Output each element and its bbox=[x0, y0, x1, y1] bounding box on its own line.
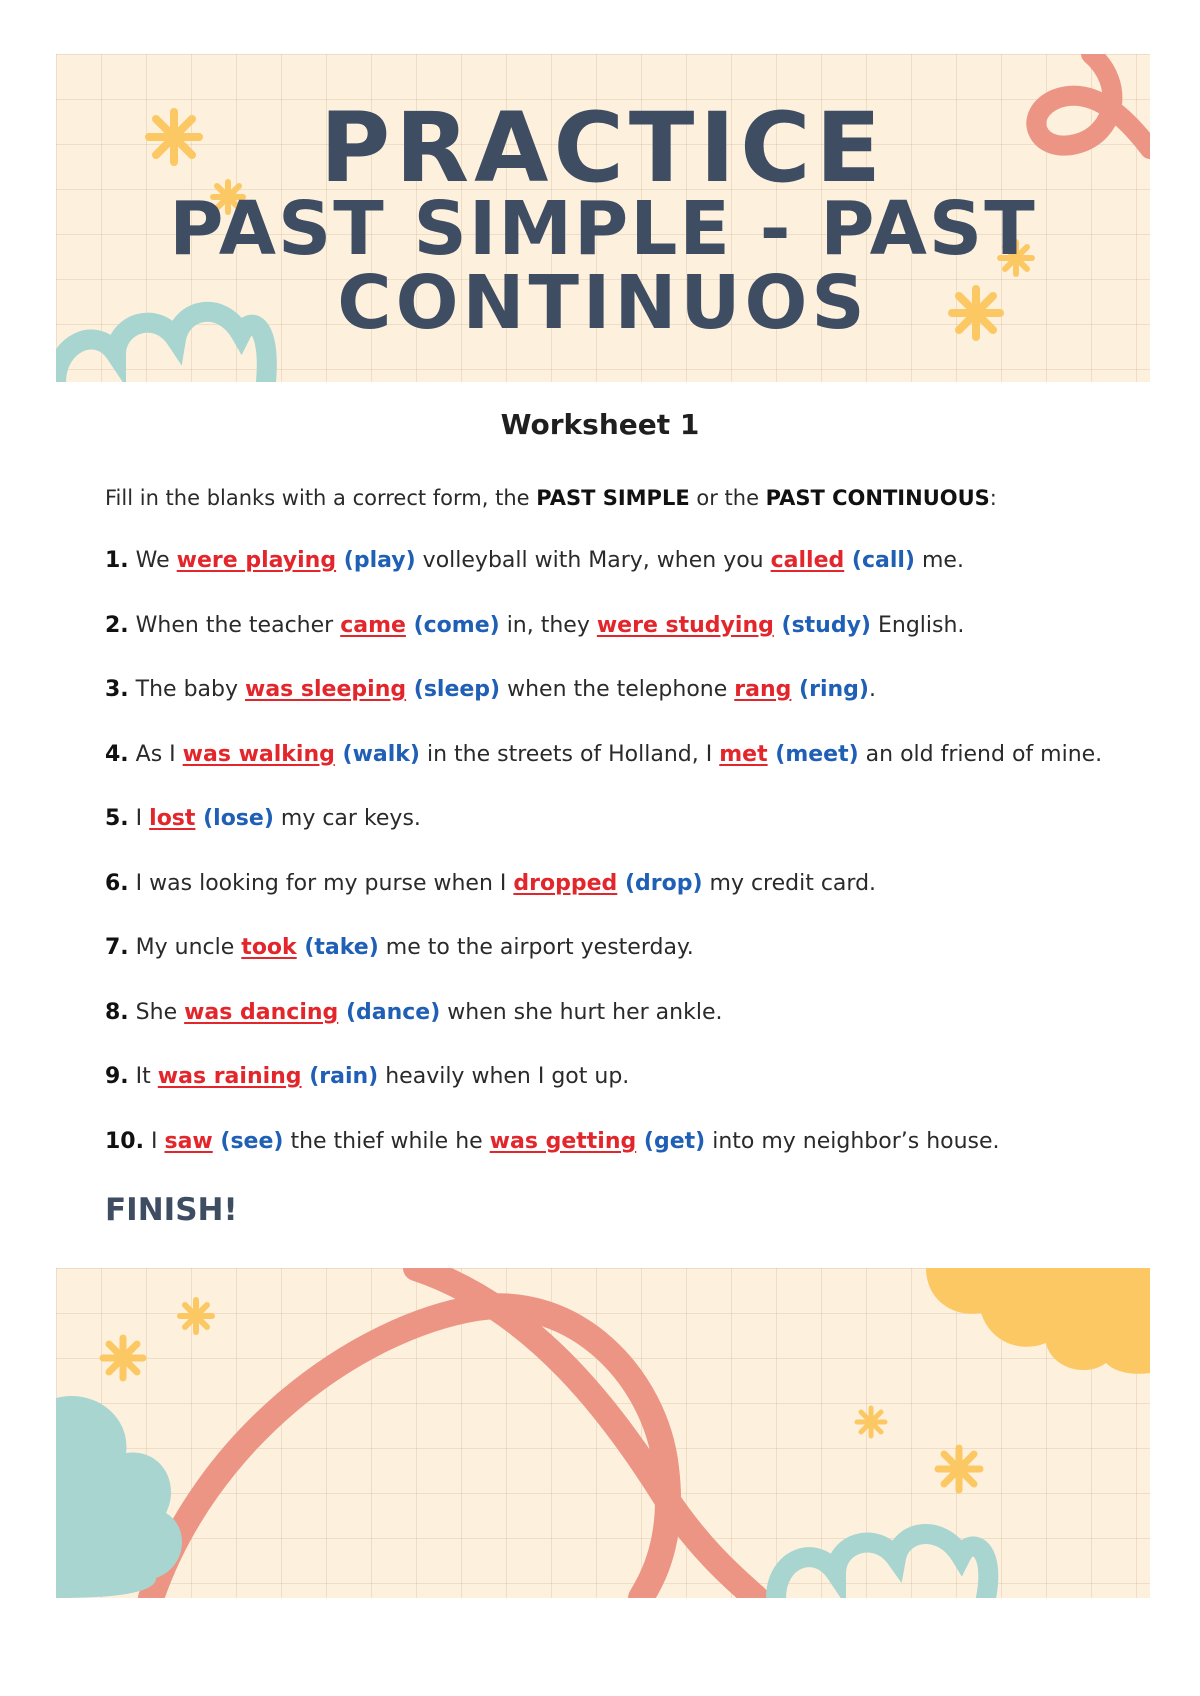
item-text: in the streets of Holland, I bbox=[420, 741, 720, 767]
exercise-list bbox=[105, 548, 1125, 1193]
star-icon bbox=[180, 1300, 212, 1332]
verb-hint: (rain) bbox=[301, 1064, 379, 1089]
item-text: the thief while he bbox=[283, 1128, 490, 1154]
exercise-item bbox=[105, 677, 1125, 742]
verb-hint: (take) bbox=[296, 935, 379, 960]
verb-hint: (play) bbox=[336, 548, 416, 573]
verb-hint: (meet) bbox=[767, 741, 859, 767]
item-text: when the telephone bbox=[500, 677, 735, 702]
answer: were playing bbox=[176, 548, 337, 573]
item-text: My uncle bbox=[128, 935, 242, 960]
verb-hint: (ring) bbox=[791, 677, 869, 702]
item-text: me. bbox=[915, 548, 964, 573]
instructions bbox=[105, 486, 997, 510]
item-text: in, they bbox=[499, 612, 597, 638]
answer: was dancing bbox=[184, 999, 339, 1025]
item-text: English. bbox=[871, 612, 965, 638]
verb-hint: (call) bbox=[844, 548, 915, 573]
verb-hint: (sleep) bbox=[406, 677, 501, 702]
item-number: 7. bbox=[105, 935, 129, 960]
answer: were studying bbox=[596, 612, 774, 638]
item-number: 6. bbox=[105, 870, 129, 896]
teal-cloud-icon bbox=[56, 1396, 182, 1598]
item-number: 9. bbox=[105, 1064, 129, 1089]
item-text: As I bbox=[128, 741, 183, 767]
finish-label: FINISH! bbox=[105, 1192, 238, 1228]
exercise-item bbox=[105, 806, 1125, 871]
answer: lost bbox=[149, 806, 196, 831]
teal-wave-icon bbox=[776, 1534, 988, 1598]
instructions-bold: PAST SIMPLE bbox=[536, 486, 690, 510]
item-text: When the teacher bbox=[128, 612, 341, 638]
item-text: . bbox=[868, 677, 876, 702]
answer: was walking bbox=[182, 741, 335, 767]
answer: dropped bbox=[513, 870, 618, 896]
item-number: 2. bbox=[105, 612, 129, 638]
star-icon bbox=[938, 1448, 980, 1490]
answer: was raining bbox=[157, 1064, 302, 1089]
item-number: 1. bbox=[105, 548, 129, 573]
item-text: I bbox=[128, 806, 150, 831]
item-text: volleyball with Mary, when you bbox=[415, 548, 771, 573]
item-number: 5. bbox=[105, 806, 129, 831]
exercise-item bbox=[105, 1000, 1125, 1065]
item-text: heavily when I got up. bbox=[378, 1064, 630, 1089]
item-text: We bbox=[128, 548, 177, 573]
verb-hint: (dance) bbox=[338, 999, 441, 1025]
answer: called bbox=[770, 548, 845, 573]
coral-arc-icon bbox=[151, 1306, 668, 1598]
item-text: into my neighbor’s house. bbox=[705, 1128, 1000, 1154]
item-number: 4. bbox=[105, 741, 129, 767]
item-text: my car keys. bbox=[273, 806, 421, 831]
item-text: I was looking for my purse when I bbox=[128, 870, 514, 896]
item-text: It bbox=[128, 1064, 158, 1089]
exercise-item bbox=[105, 935, 1125, 1000]
answer: met bbox=[719, 741, 768, 767]
answer: came bbox=[340, 612, 406, 638]
verb-hint: (lose) bbox=[195, 806, 274, 831]
answer: was sleeping bbox=[245, 677, 407, 702]
item-text: an old friend of mine. bbox=[858, 741, 1103, 767]
item-text: She bbox=[128, 999, 185, 1025]
item-text: when she hurt her ankle. bbox=[440, 999, 723, 1025]
exercise-item bbox=[105, 1129, 1125, 1194]
page-title: PRACTICE bbox=[319, 92, 887, 204]
page-subtitle-line2: CONTINUOS bbox=[337, 260, 869, 346]
star-icon bbox=[857, 1408, 885, 1436]
item-number: 8. bbox=[105, 999, 129, 1025]
item-text: my credit card. bbox=[702, 870, 877, 896]
verb-hint: (study) bbox=[773, 612, 871, 638]
answer: took bbox=[241, 935, 297, 960]
footer-banner bbox=[56, 1268, 1150, 1598]
item-number: 10. bbox=[105, 1128, 144, 1154]
item-number: 3. bbox=[105, 677, 129, 702]
item-text: I bbox=[143, 1128, 165, 1154]
page-subtitle-line1: PAST SIMPLE - PAST bbox=[169, 186, 1037, 272]
exercise-item bbox=[105, 613, 1125, 678]
verb-hint: (come) bbox=[405, 612, 500, 638]
footer-decoration bbox=[56, 1268, 1150, 1598]
answer: was getting bbox=[489, 1128, 637, 1154]
instructions-bold: PAST CONTINUOUS bbox=[765, 486, 990, 510]
yellow-cloud-icon bbox=[926, 1268, 1150, 1374]
instructions-text: : bbox=[989, 486, 997, 510]
header-banner bbox=[56, 54, 1150, 382]
verb-hint: (get) bbox=[636, 1128, 706, 1154]
item-text: me to the airport yesterday. bbox=[378, 935, 694, 960]
instructions-text: Fill in the blanks with a correct form, the bbox=[105, 486, 537, 510]
answer: saw bbox=[164, 1128, 213, 1154]
verb-hint: (drop) bbox=[617, 870, 703, 896]
star-icon bbox=[103, 1338, 143, 1378]
exercise-item bbox=[105, 742, 1125, 807]
verb-hint: (walk) bbox=[334, 741, 420, 767]
answer: rang bbox=[734, 677, 792, 702]
instructions-text: or the bbox=[689, 486, 766, 510]
exercise-item bbox=[105, 1064, 1125, 1129]
exercise-item bbox=[105, 548, 1125, 613]
item-text: The baby bbox=[128, 677, 245, 702]
verb-hint: (see) bbox=[212, 1128, 284, 1154]
exercise-item bbox=[105, 871, 1125, 936]
worksheet-title: Worksheet 1 bbox=[500, 408, 700, 441]
